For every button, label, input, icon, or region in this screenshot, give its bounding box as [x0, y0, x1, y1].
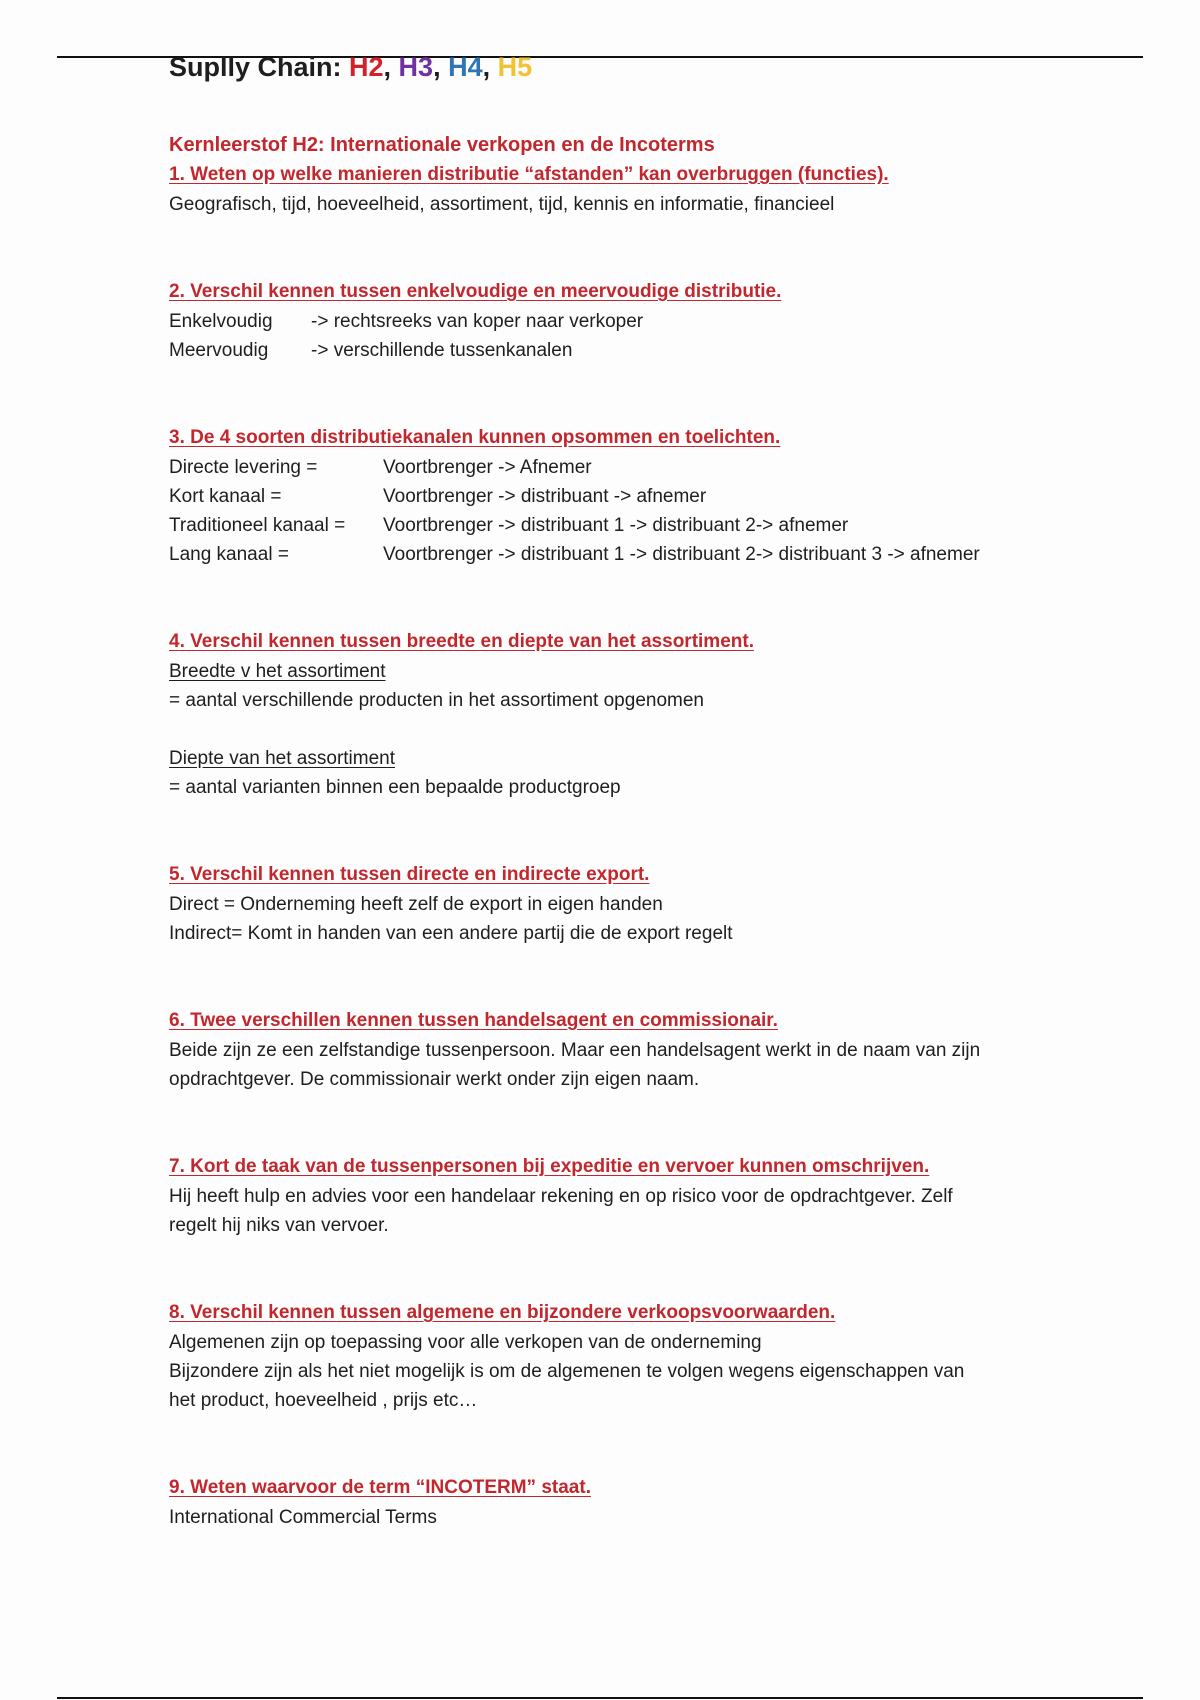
answer-text: het product, hoeveelheid , prijs etc… [169, 1390, 478, 1411]
answer-text: Algemenen zijn op toepassing voor alle verkopen van de onderneming [169, 1332, 762, 1353]
channel-term: Traditioneel kanaal = [169, 515, 346, 536]
question-block-9 [169, 1473, 1069, 1532]
answer-text: Hij heeft hulp en advies voor een handelaar rekening en op risico voor de opdrachtgever. Zelf [169, 1186, 953, 1207]
document-body [169, 130, 1069, 1532]
question-heading: 3. De 4 soorten distributiekanalen kunnen opsommen en toelichten. [169, 427, 781, 448]
definition-desc: -> rechtsreeks van koper naar verkoper [311, 311, 644, 332]
channel-term: Directe levering = [169, 457, 318, 478]
answer-text: Indirect= Komt in handen van een andere partij die de export regelt [169, 923, 733, 944]
channel-row [169, 540, 1069, 569]
answer-text: Bijzondere zijn als het niet mogelijk is om de algemenen te volgen wegens eigenschappen van [169, 1361, 965, 1382]
breedte-heading: Breedte v het assortiment [169, 661, 386, 682]
chapter-h2: H2 [349, 52, 384, 82]
channel-desc: Voortbrenger -> distribuant -> afnemer [383, 486, 707, 507]
channel-term: Lang kanaal = [169, 544, 289, 565]
answer-text: Beide zijn ze een zelfstandige tussenpersoon. Maar een handelsagent werkt in de naam van zijn [169, 1040, 981, 1061]
question-block-4 [169, 627, 1069, 802]
question-heading: 1. Weten op welke manieren distributie “afstanden” kan overbruggen (functies). [169, 164, 889, 185]
question-heading: 2. Verschil kennen tussen enkelvoudige en meervoudige distributie. [169, 281, 782, 302]
chapter-h3: H3 [398, 52, 434, 82]
question-heading: 6. Twee verschillen kennen tussen handelsagent en commissionair. [169, 1010, 778, 1031]
bottom-rule [57, 1697, 1143, 1699]
channel-desc: Voortbrenger -> distribuant 1 -> distribuant 2-> distribuant 3 -> afnemer [383, 544, 980, 565]
channel-row [169, 453, 1069, 482]
definition-term: Enkelvoudig [169, 311, 273, 332]
question-block-6 [169, 1006, 1069, 1094]
question-heading: 7. Kort de taak van de tussenpersonen bij expeditie en vervoer kunnen omschrijven. [169, 1156, 930, 1177]
channel-desc: Voortbrenger -> Afnemer [383, 457, 592, 478]
definition-desc: -> verschillende tussenkanalen [311, 340, 573, 361]
title-separator: , [433, 52, 449, 82]
question-heading: 4. Verschil kennen tussen breedte en diepte van het assortiment. [169, 631, 754, 652]
channel-row [169, 482, 1069, 511]
title-separator: , [482, 52, 498, 82]
definition-term: Meervoudig [169, 340, 269, 361]
title-prefix: Suplly Chain: [169, 52, 350, 82]
channel-desc: Voortbrenger -> distribuant 1 -> distribuant 2-> afnemer [383, 515, 849, 536]
breedte-text: = aantal verschillende producten in het assortiment opgenomen [169, 690, 704, 711]
question-heading: 8. Verschil kennen tussen algemene en bijzondere verkoopsvoorwaarden. [169, 1302, 836, 1323]
chapter-h4: H4 [448, 52, 483, 82]
chapter-h5: H5 [497, 52, 533, 82]
document-title [169, 50, 532, 84]
question-block-1 [169, 160, 1069, 219]
section-subtitle: Kernleerstof H2: Internationale verkopen en de Incoterms [169, 134, 715, 156]
definition-row [169, 307, 1069, 336]
answer-text: regelt hij niks van vervoer. [169, 1215, 389, 1236]
channel-term: Kort kanaal = [169, 486, 282, 507]
question-block-3 [169, 423, 1069, 569]
question-block-8 [169, 1298, 1069, 1415]
answer-text: opdrachtgever. De commissionair werkt onder zijn eigen naam. [169, 1069, 700, 1090]
definition-row [169, 336, 1069, 365]
title-separator: , [383, 52, 399, 82]
answer-text: International Commercial Terms [169, 1507, 437, 1528]
question-block-7 [169, 1152, 1069, 1240]
diepte-heading: Diepte van het assortiment [169, 748, 396, 769]
question-heading: 5. Verschil kennen tussen directe en indirecte export. [169, 864, 650, 885]
channel-row [169, 511, 1069, 540]
diepte-text: = aantal varianten binnen een bepaalde productgroep [169, 777, 621, 798]
question-block-2 [169, 277, 1069, 365]
question-heading: 9. Weten waarvoor de term “INCOTERM” staat. [169, 1477, 591, 1498]
question-block-5 [169, 860, 1069, 948]
answer-text: Geografisch, tijd, hoeveelheid, assortiment, tijd, kennis en informatie, financieel [169, 194, 835, 215]
answer-text: Direct = Onderneming heeft zelf de export in eigen handen [169, 894, 663, 915]
